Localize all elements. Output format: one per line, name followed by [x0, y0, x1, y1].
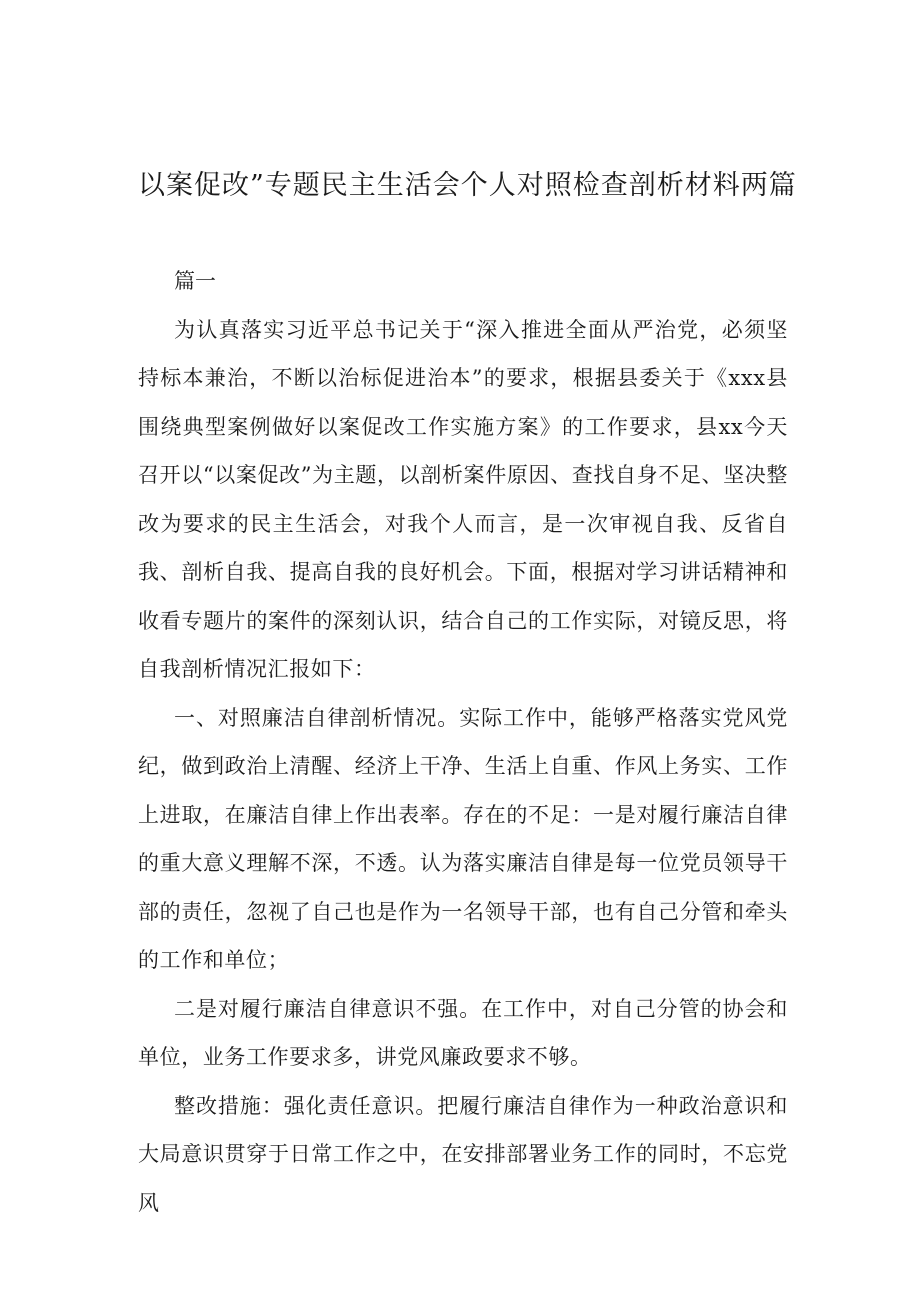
- document-title: 以案促改”专题民主生活会个人对照检查剖析材料两篇: [138, 170, 797, 201]
- document-body: [138, 257, 788, 1227]
- paragraph-rectification-measures: 整改措施：强化责任意识。把履行廉洁自律作为一种政治意识和大局意识贯穿于日常工作之中，在安排部署业务工作的同时，不忘党风: [138, 1093, 788, 1215]
- paragraph-intro: 为认真落实习近平总书记关于“深入推进全面从严治党，必须坚持标本兼治，不断以治标促进治本”的要求，根据县委关于《xxx县围绕典型案例做好以案促改工作实施方案》的工作要求，县xx今天召开以“以案促改”为主题，以剖析案件原因、查找自身不足、坚决整改为要求的民主生活会，对我个人而言，是一次审视自我、反省自我、剖析自我、提高自我的良好机会。下面，根据对学习讲话精神和收看专题片的案件的深刻认识，结合自己的工作实际，对镜反思，将自我剖析情况汇报如下：: [138, 317, 788, 681]
- paragraph-weak-awareness: 二是对履行廉洁自律意识不强。在工作中，对自己分管的协会和单位，业务工作要求多，讲党风廉政要求不够。: [138, 996, 788, 1069]
- paragraph-integrity-analysis: 一、对照廉洁自律剖析情况。实际工作中，能够严格落实党风党纪，做到政治上清醒、经济上干净、生活上自重、作风上务实、工作上进取，在廉洁自律上作出表率。存在的不足：一是对履行廉洁自律的重大意义理解不深，不透。认为落实廉洁自律是每一位党员领导干部的责任，忽视了自己也是作为一名领导干部，也有自己分管和牵头的工作和单位；: [138, 705, 788, 972]
- section-label: 篇一: [174, 269, 216, 293]
